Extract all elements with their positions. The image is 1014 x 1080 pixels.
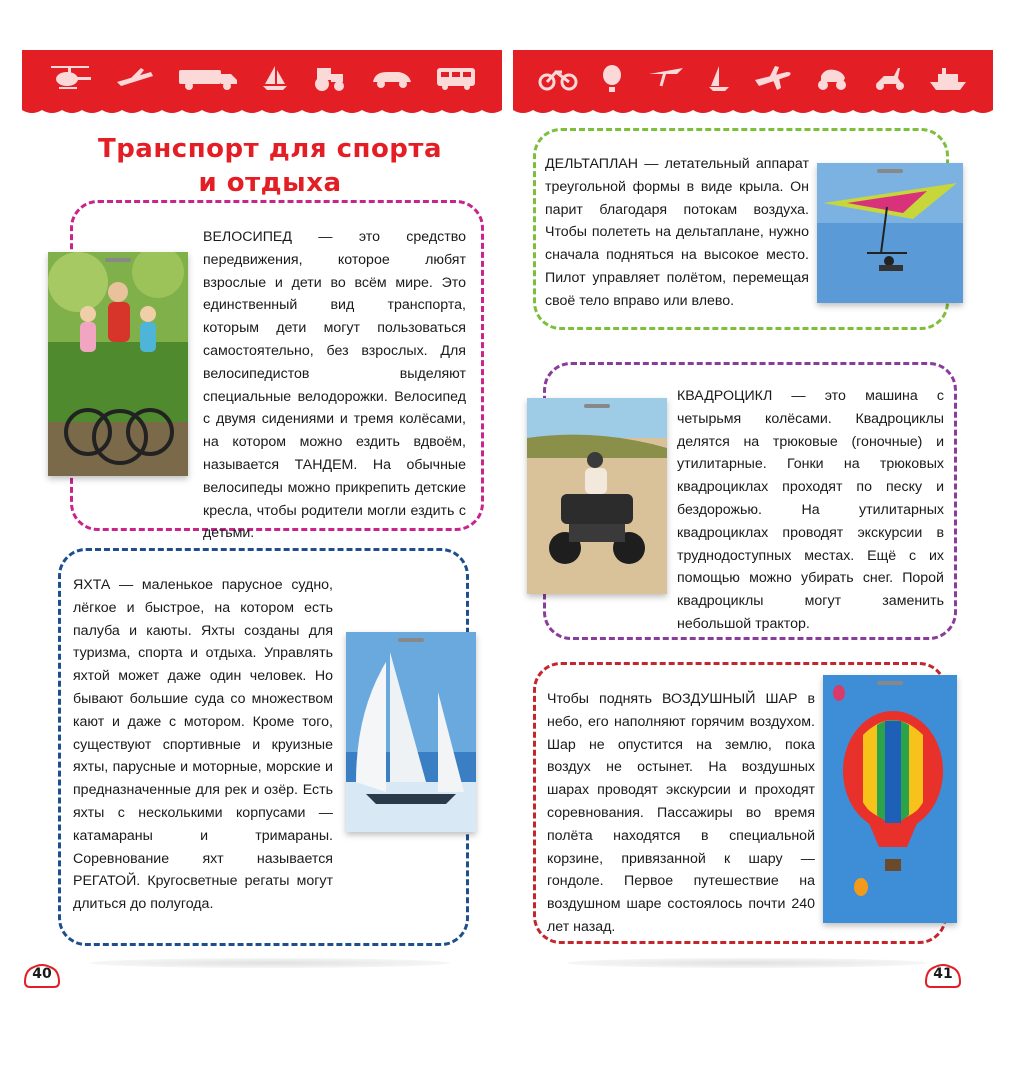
balloon-photo (823, 675, 957, 923)
banner-wave (22, 106, 502, 116)
banner-wave (513, 106, 993, 116)
hangglider-icon (647, 64, 685, 92)
truck-icon (177, 64, 239, 92)
sailboat-icon (707, 64, 731, 92)
airplane-icon (753, 64, 793, 92)
quad-image (527, 398, 667, 594)
photo-clip (877, 681, 903, 685)
balloon-text: Чтобы поднять ВОЗДУШНЫЙ ШАР в небо, его наполняют горячим воздухом. Шар не опустится на землю, пока воздух не остынет. На воздушных шарах проводят экскурсии и проходят соревнования. Пассажиры во время полёта находятся в специальной корзине, привязанной к шару — гондоле. Первое путешествие на воздушном шаре состоялось почти 240 лет назад. (547, 691, 815, 935)
right-banner (513, 50, 993, 108)
bicycle-image (48, 252, 188, 476)
photo-clip (105, 258, 131, 262)
page-shadow (90, 958, 450, 968)
hangglider-image (817, 163, 963, 303)
title-line-2: и отдыха (198, 168, 342, 198)
scooter-icon (872, 64, 906, 92)
right-page (507, 0, 1014, 1080)
hangglider-photo (817, 163, 963, 303)
ship-icon (928, 64, 968, 92)
left-banner-icons (22, 64, 502, 92)
page-number-text: 41 (933, 966, 953, 982)
hangglider-text: ДЕЛЬТАПЛАН — летательный аппарат треугольной формы в виде крыла. Он парит благодаря потокам воздуха. Чтобы полететь на дельтаплане, нужно сначала подняться на высокое место. Пилот управляет полётом, перемещая своё тело вправо или влево. (545, 156, 809, 309)
bicycle-photo (48, 252, 188, 476)
page-number-right (923, 960, 963, 990)
car-icon (369, 64, 413, 92)
page-number-text: 40 (32, 966, 52, 982)
balloon-icon (600, 64, 624, 94)
right-banner-icons (513, 64, 993, 94)
photo-clip (398, 638, 424, 642)
tractor-icon (311, 64, 347, 92)
photo-clip (584, 404, 610, 408)
yacht-photo (346, 632, 476, 832)
title-line-1: Транспорт для спорта (97, 134, 443, 164)
bus-icon (435, 64, 477, 92)
bicycle-icon (538, 64, 578, 92)
sailboat-icon (261, 64, 289, 92)
helicopter-icon (47, 64, 93, 92)
page-title (90, 132, 450, 200)
balloon-image (823, 675, 957, 923)
plane-icon (115, 64, 155, 92)
bicycle-text: ВЕЛОСИПЕД — это средство передвижения, которое любят взрослые и дети во всём мире. Это единственный вид транспорта, которым дети могут пользоваться самостоятельно, без взрослых. Для велосипедистов выделяют специальные велодорожки. Велосипед с двумя сидениями и тремя колёсами, на котором можно ездить вдвоём, называется ТАНДЕМ. На обычные велосипеды можно прикрепить детские кресла, чтобы родители могли ездить с детьми. (203, 229, 466, 542)
page-shadow (567, 958, 927, 968)
yacht-image (346, 632, 476, 832)
photo-clip (877, 169, 903, 173)
left-banner (22, 50, 502, 108)
quad-photo (527, 398, 667, 594)
page-number-left (22, 960, 62, 990)
quad-icon (815, 64, 849, 92)
quad-text: КВАДРОЦИКЛ — это машина с четырьмя колёсами. Квадроциклы делятся на трюковые (гоночные) и утилитарные. Гонки на трюковых квадроциклах проходят по песку и бездорожью. На утилитарных квадроциклах проводят экскурсии в труднодоступных местах. Ещё с их помощью можно убирать снег. Порой квадроциклы могут заменить небольшой трактор. (677, 388, 944, 632)
yacht-text: ЯХТА — маленькое парусное судно, лёгкое и быстрое, на котором есть палуба и каюты. Яхты созданы для туризма, спорта и отдыха. Управлять яхтой может даже один человек. Но бывают большие суда со множеством кают и даже с мотором. Кроме того, существуют спортивные и круизные яхты, парусные и моторные, морские и предназначенные для рек и озёр. Есть яхты с несколькими корпусами — катамараны и тримараны. Соревнование яхт называется РЕГАТОЙ. Кругосветные регаты могут длиться до полугода. (73, 577, 333, 913)
